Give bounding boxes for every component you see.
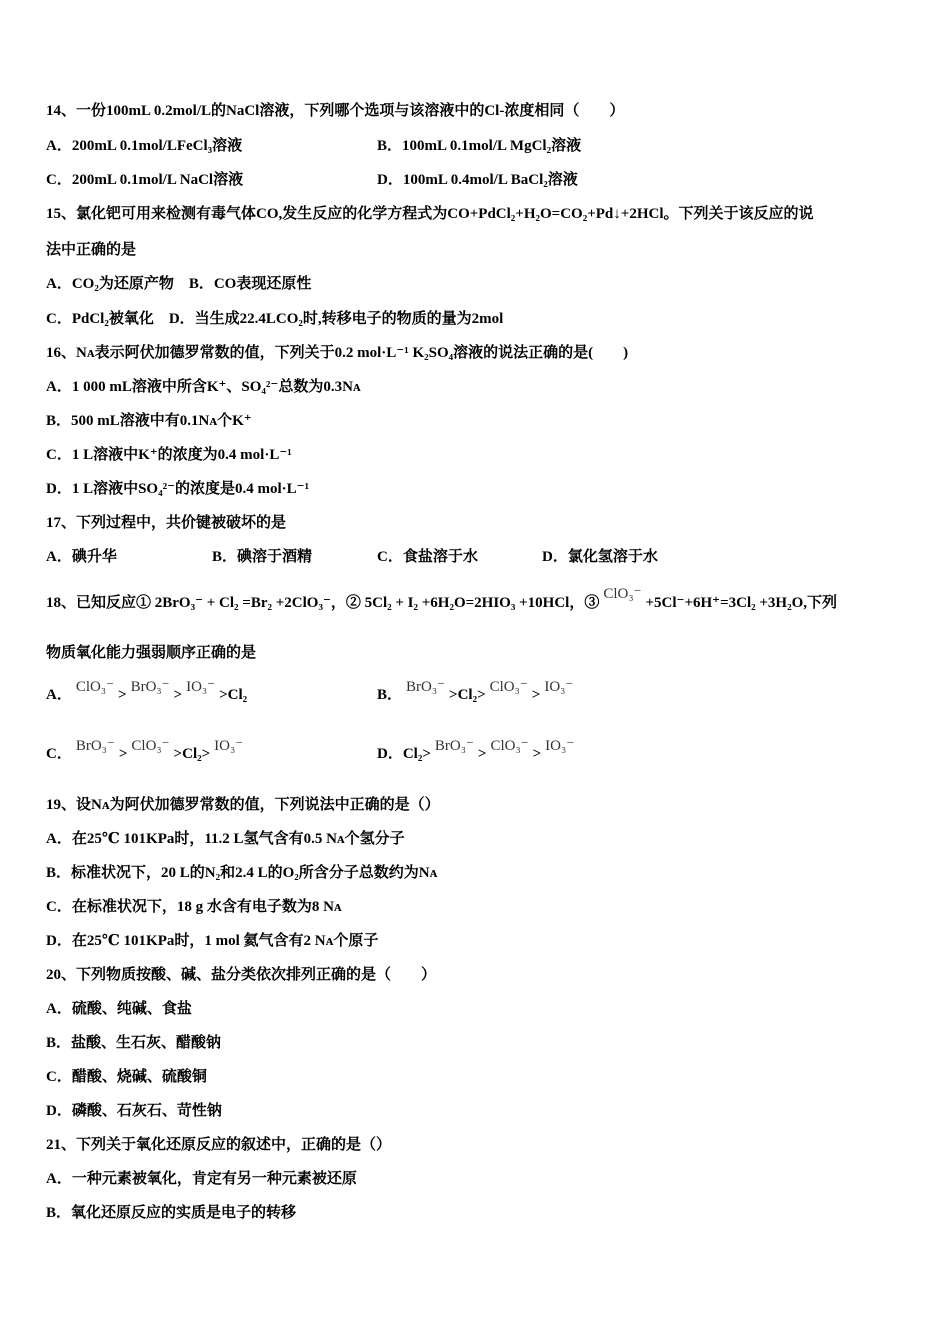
- q18-d-ion3: IO₃⁻: [545, 738, 575, 754]
- q18-stem-line1: [46, 586, 838, 614]
- q17-option-d: D．氯化氢溶于水: [542, 549, 658, 565]
- q14-option-a: A．200mL 0.1mol/LFeCl₃溶液: [46, 138, 243, 154]
- q14-stem: 14、一份100mL 0.2mol/L的NaCl溶液，下列哪个选项与该溶液中的Cl-浓度相同（ ）: [46, 103, 625, 119]
- q21-stem: 21、下列关于氧化还原反应的叙述中，正确的是（）: [46, 1137, 392, 1153]
- gt: >: [219, 687, 228, 703]
- q18-a-tail: Cl₂: [227, 687, 248, 703]
- q21-option-a: A．一种元素被氧化，肯定有另一种元素被还原: [46, 1171, 357, 1187]
- q18-d-head: Cl₂: [402, 746, 423, 762]
- q19-option-c: C．在标准状况下，18 g 水含有电子数为8 Nᴀ: [46, 899, 342, 915]
- q18-option-d-label: D．: [377, 746, 403, 762]
- gt: >: [531, 687, 541, 703]
- q20-option-b: B．盐酸、生石灰、醋酸钠: [46, 1035, 222, 1051]
- q21-option-b: B．氧化还原反应的实质是电子的转移: [46, 1205, 297, 1221]
- q18-d-ion2: ClO₃⁻: [490, 738, 529, 754]
- q19-option-b: B．标准状况下，20 L的N₂和2.4 L的O₂所含分子总数约为Nᴀ: [46, 865, 438, 881]
- gt: >: [532, 746, 542, 762]
- q20-stem: 20、下列物质按酸、碱、盐分类依次排列正确的是（ ）: [46, 967, 437, 983]
- q16-option-c: C．1 L溶液中K⁺的浓度为0.4 mol·L⁻¹: [46, 447, 292, 463]
- q18-option-d: [377, 738, 578, 765]
- gt: >: [118, 687, 127, 703]
- q18-option-c-label: C．: [46, 746, 72, 762]
- q20-option-d: D．磷酸、石灰石、苛性钠: [46, 1103, 222, 1119]
- q18-a-ion1: ClO₃⁻: [75, 679, 114, 695]
- q18-b-mid: Cl₂: [457, 687, 478, 703]
- q20-option-c: C．醋酸、烧碱、硫酸铜: [46, 1069, 207, 1085]
- gt: >: [449, 687, 458, 703]
- gt: >: [118, 746, 128, 762]
- q18-d-ion1: BrO₃⁻: [434, 738, 474, 754]
- q17-option-b: B．碘溶于酒精: [212, 549, 313, 565]
- q18-option-b-label: B．: [377, 687, 403, 703]
- q18-stem-ion: ClO₃⁻: [603, 586, 642, 602]
- q18-b-ion2: ClO₃⁻: [489, 679, 528, 695]
- q16-option-b: B．500 mL溶液中有0.1Nᴀ个K⁺: [46, 413, 252, 429]
- q16-option-a: A．1 000 mL溶液中所含K⁺、SO₄²⁻总数为0.3Nᴀ: [46, 379, 361, 395]
- q16-stem: 16、Nᴀ表示阿伏加德罗常数的值，下列关于0.2 mol·L⁻¹ K₂SO₄溶液的说法正确的是( ): [46, 345, 629, 361]
- q18-a-ion3: IO₃⁻: [186, 679, 216, 695]
- gt: >: [173, 687, 183, 703]
- q18-option-b: [377, 679, 577, 706]
- q18-c-mid: Cl₂: [182, 746, 202, 762]
- q17-option-c: C．食盐溶于水: [377, 549, 478, 565]
- q15-stem-line1: 15、氯化钯可用来检测有毒气体CO,发生反应的化学方程式为CO+PdCl₂+H₂O=CO₂+Pd↓+2HCl。下列关于该反应的说: [46, 206, 814, 222]
- q18-stem-part1: 18、已知反应① 2BrO₃⁻ + Cl₂ =Br₂ +2ClO₃⁻，② 5Cl₂ + I₂ +6H₂O=2HIO₃ +10HCl，③: [46, 595, 600, 611]
- gt: >: [201, 746, 211, 762]
- gt: >: [477, 687, 486, 703]
- q20-option-a: A．硫酸、纯碱、食盐: [46, 1001, 192, 1017]
- q16-option-d: D．1 L溶液中SO₄²⁻的浓度是0.4 mol·L⁻¹: [46, 481, 310, 497]
- q18-stem-part2: +5Cl⁻+6H⁺=3Cl₂ +3H₂O,下列: [645, 595, 838, 611]
- q15-stem-line2: 法中正确的是: [46, 242, 137, 258]
- q18-a-ion2: BrO₃⁻: [130, 679, 170, 695]
- q19-option-d: D．在25℃ 101KPa时，1 mol 氦气含有2 Nᴀ个原子: [46, 933, 379, 949]
- gt: >: [173, 746, 183, 762]
- q18-c-ion1: BrO₃⁻: [75, 738, 115, 754]
- q18-option-c: [46, 738, 247, 765]
- q14-option-b: B．100mL 0.1mol/L MgCl₂溶液: [377, 138, 582, 154]
- q18-stem-line2: 物质氧化能力强弱顺序正确的是: [46, 645, 257, 661]
- q19-stem: 19、设Nᴀ为阿伏加德罗常数的值，下列说法中正确的是（）: [46, 797, 440, 813]
- q15-options-ab: A．CO₂为还原产物 B．CO表现还原性: [46, 276, 312, 292]
- q18-c-ion2: ClO₃⁻: [131, 738, 170, 754]
- q18-option-a: [46, 679, 248, 706]
- gt: >: [477, 746, 487, 762]
- q14-option-c: C．200mL 0.1mol/L NaCl溶液: [46, 172, 244, 188]
- q19-option-a: A．在25℃ 101KPa时，11.2 L氢气含有0.5 Nᴀ个氢分子: [46, 831, 405, 847]
- q18-option-a-label: A．: [46, 687, 72, 703]
- q18-b-ion3: IO₃⁻: [544, 679, 574, 695]
- q18-b-ion1: BrO₃⁻: [406, 679, 445, 695]
- gt: >: [422, 746, 431, 762]
- q18-c-ion3: IO₃⁻: [214, 738, 244, 754]
- q17-stem: 17、下列过程中，共价键被破坏的是: [46, 515, 287, 531]
- q17-option-a: A．碘升华: [46, 549, 117, 565]
- q14-option-d: D．100mL 0.4mol/L BaCl₂溶液: [377, 172, 578, 188]
- q15-options-cd: C．PdCl₂被氧化 D．当生成22.4LCO₂时,转移电子的物质的量为2mol: [46, 311, 504, 327]
